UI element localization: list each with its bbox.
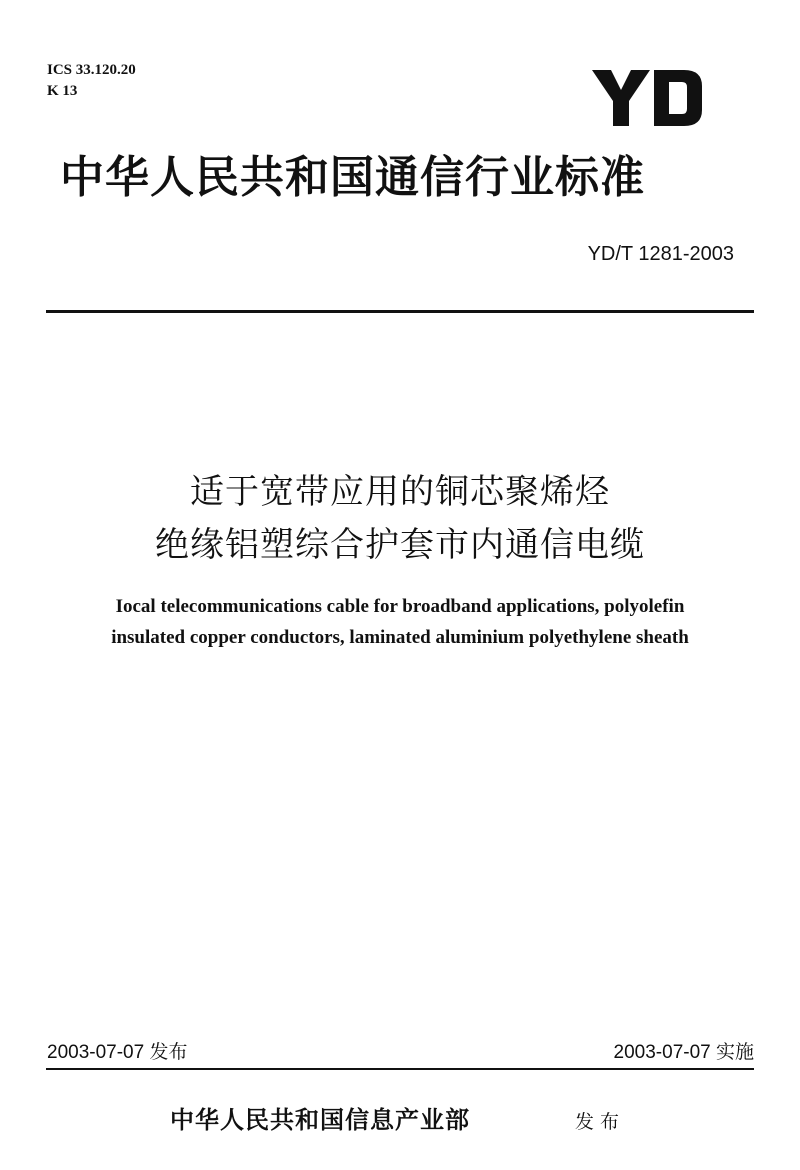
title-en-line2: insulated copper conductors, laminated aluminium polyethylene sheath [111,627,689,648]
publish-label: 发布 [575,1111,626,1133]
publisher-name: 中华人民共和国信息产业部 [170,1105,470,1134]
yd-logo [592,70,702,126]
classification-code: K 13 [47,83,78,99]
implementation-date: 2003-07-07 实施 [613,1042,754,1063]
organization-title: 中华人民共和国通信行业标准 [60,152,645,203]
ics-code: ICS 33.120.20 [47,62,136,78]
title-cn-line1: 适于宽带应用的铜芯聚烯烃 [190,472,610,512]
issue-date: 2003-07-07 发布 [47,1042,188,1063]
top-divider [46,310,754,313]
title-cn-line2: 绝缘铝塑综合护套市内通信电缆 [155,525,645,565]
title-en-line1: Iocal telecommunications cable for broadband applications, polyolefin [115,596,685,617]
bottom-divider [46,1068,754,1070]
standard-number: YD/T 1281-2003 [587,243,734,265]
